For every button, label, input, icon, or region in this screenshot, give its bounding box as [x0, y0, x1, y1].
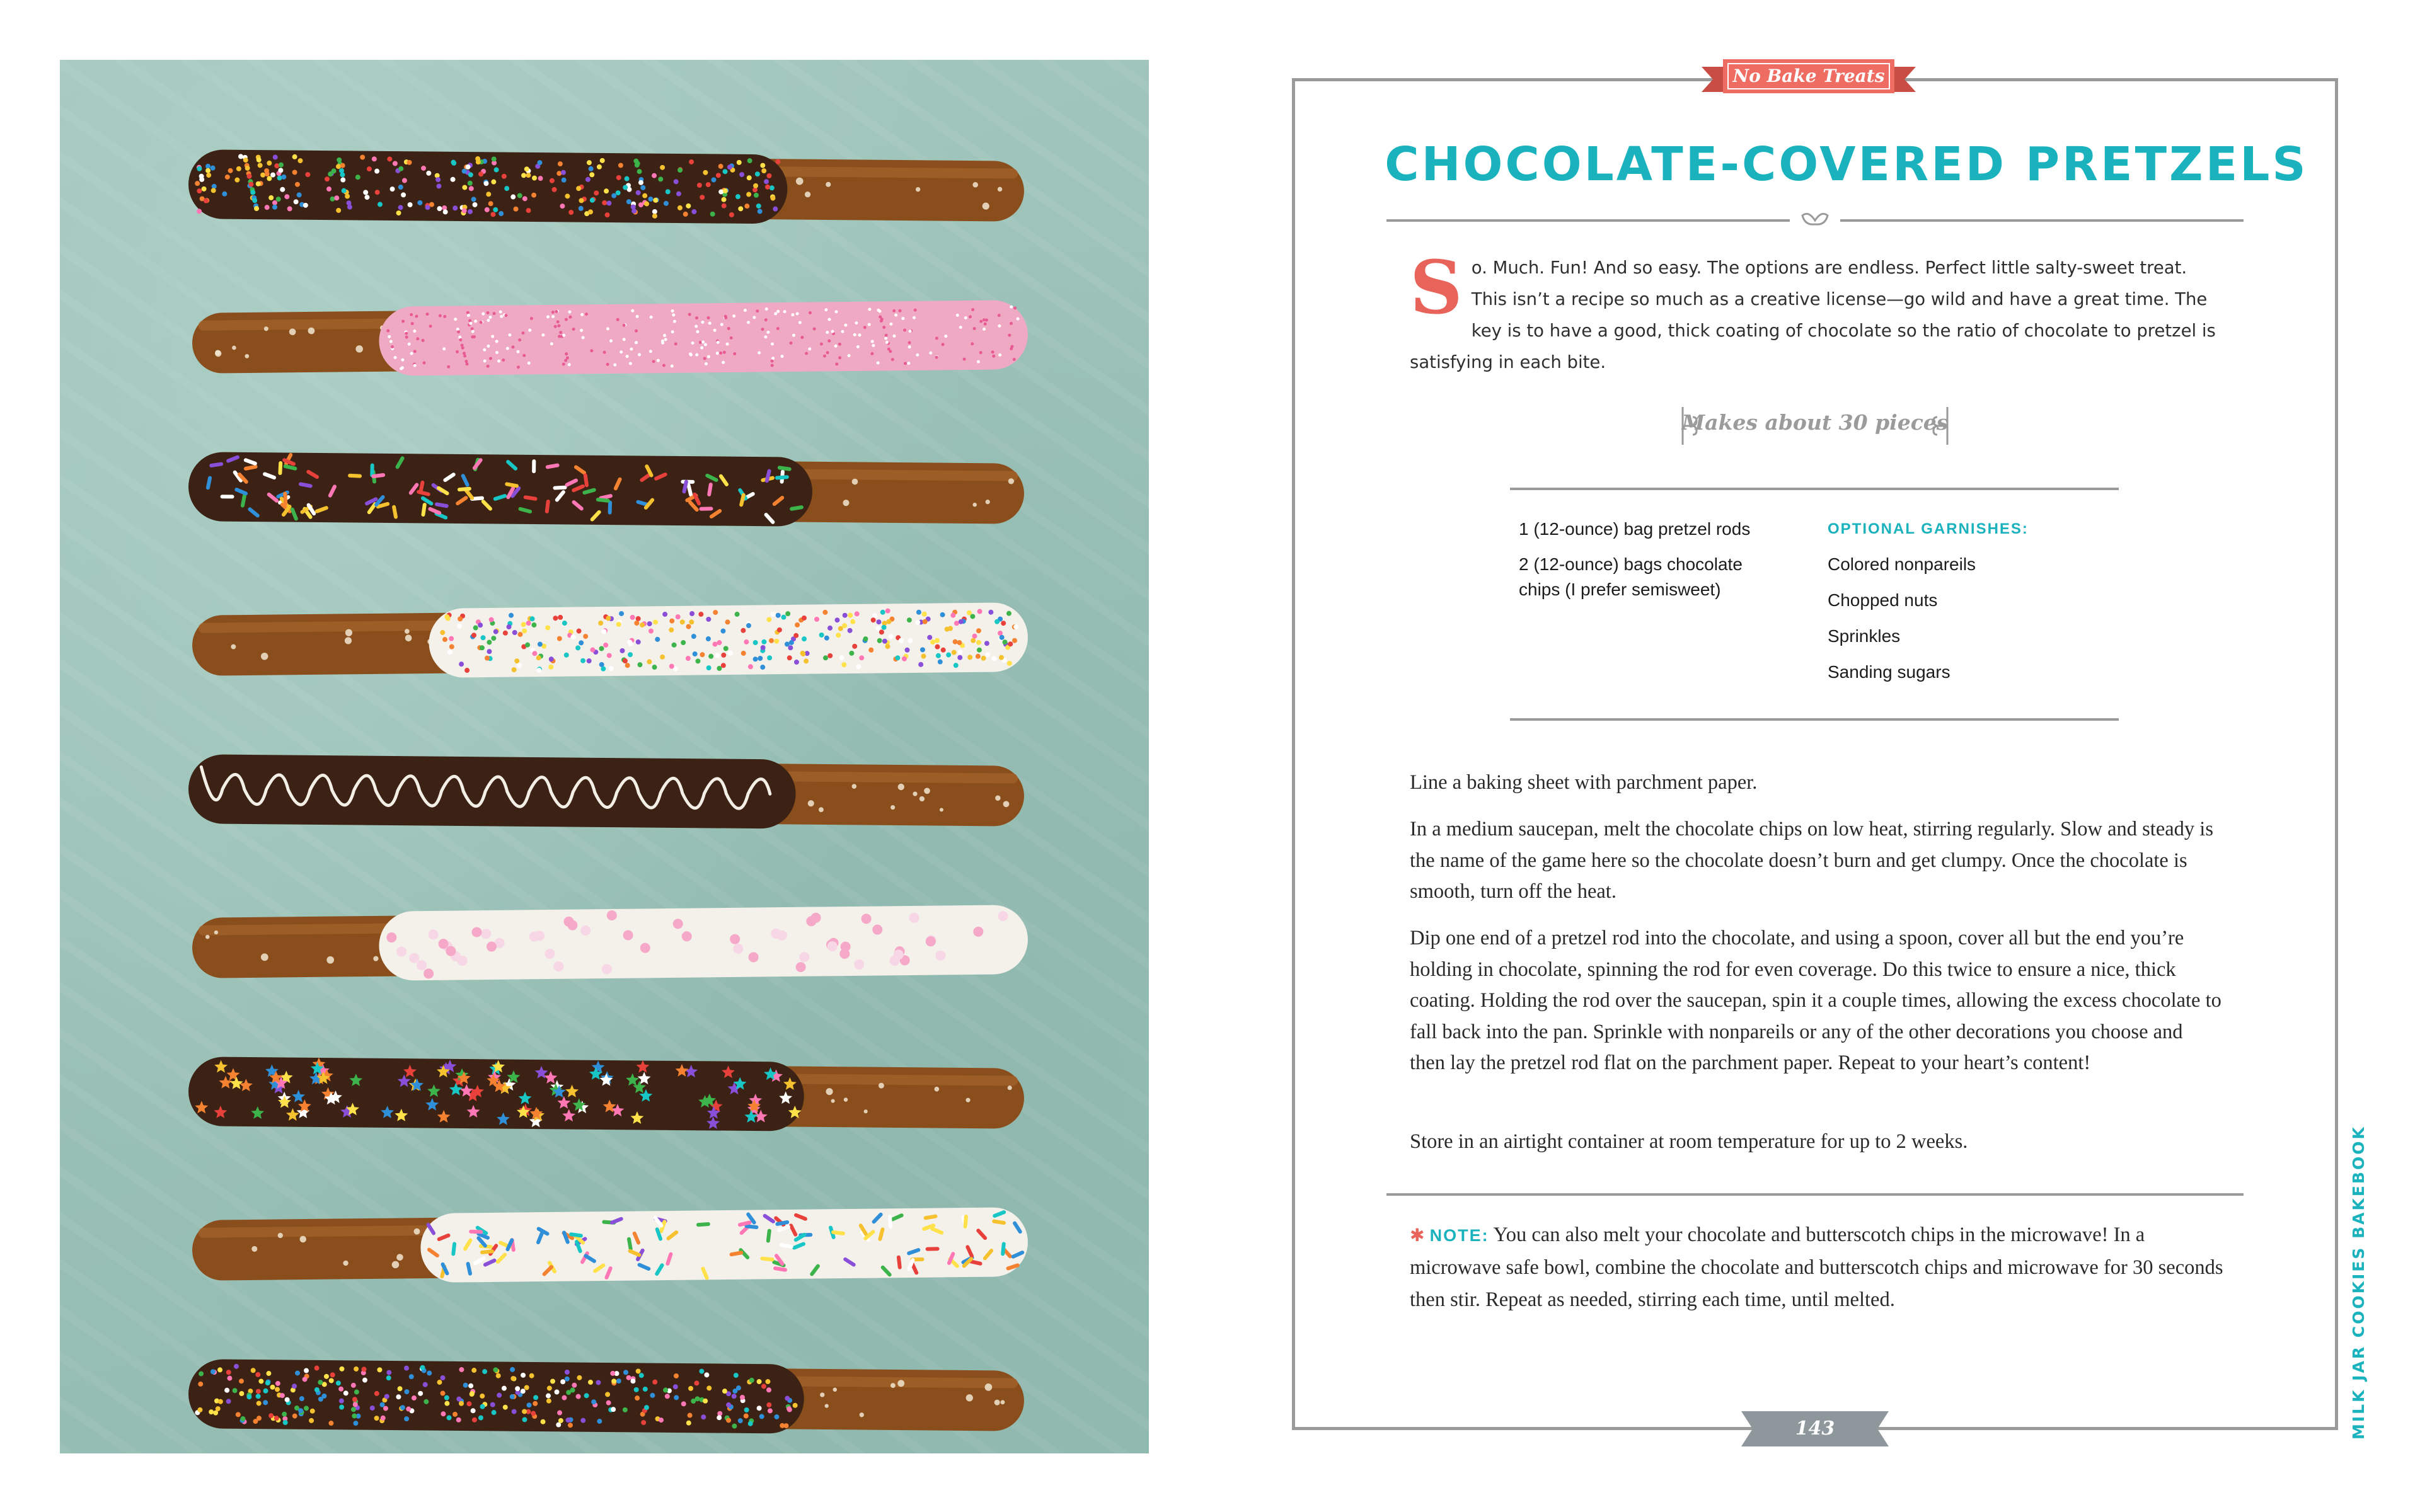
pretzel-rod	[188, 1056, 1025, 1133]
recipe-note	[1410, 1219, 2229, 1316]
garnish-item: Colored nonpareils	[1828, 554, 1976, 574]
pretzel-rod	[192, 300, 1028, 378]
pretzel-rod	[192, 905, 1028, 983]
title-divider	[1386, 208, 2244, 233]
book-title-spine: MILK JAR COOKIES BAKEBOOK	[2349, 1125, 2368, 1440]
pretzel-photo	[60, 60, 1149, 1453]
instruction-step: In a medium saucepan, melt the chocolate chips on low heat, stirring regularly. Slow and steady is the name of the game here so the chocolate doesn’t burn and get clumpy. Once the chocolate is smooth, turn off the heat.	[1410, 818, 2213, 903]
intro-text: o. Much. Fun! And so easy. The options are endless. Perfect little salty-sweet treat. This isn’t a recipe so much as a creative license—go wild and have a great time. The key is to have a good, thick coating of chocolate so the ratio of chocolate to pretzel is satisfying in each bite.	[1410, 258, 2216, 372]
pretzel-illustration	[60, 60, 1149, 1453]
garnish-item: Sprinkles	[1828, 626, 1901, 646]
ingredients-bottom-rule	[1510, 718, 2119, 721]
pretzel-rod	[192, 602, 1028, 680]
note-text: You can also melt your chocolate and butterscotch chips in the microwave! In a microwave safe bowl, combine the chocolate and butterscotch chips and microwave for 30 seconds then stir. Repeat as needed, stirring each time, until melted.	[1410, 1223, 2223, 1311]
note-divider	[1386, 1193, 2244, 1196]
pretzel-rod	[188, 754, 1025, 831]
pretzel-rod	[188, 149, 1025, 226]
recipe-title: CHOCOLATE-COVERED PRETZELS	[1385, 137, 2308, 192]
instruction-step: Dip one end of a pretzel rod into the chocolate, and using a spoon, cover all but the end you’re holding in chocolate, spinning the rod for even coverage. Do this twice to ensure a nice, thick coating. Holding the rod over the saucepan, spin it a couple times, allowing the excess chocolate to fall back into the pan. Sprinkle with nonpareils or any of the other decorations you choose and then lay the pretzel rod flat on the parchment paper. Repeat to your heart’s content!	[1410, 927, 2221, 1074]
instruction-step: Line a baking sheet with parchment paper.	[1410, 771, 1758, 794]
recipe-yield: Makes about 30 pieces	[1681, 410, 1949, 435]
pretzel-rod	[192, 1207, 1028, 1286]
drop-cap: S	[1410, 245, 1463, 331]
section-banner-label: No Bake Treats	[1732, 66, 1885, 86]
instruction-step: Store in an airtight container at room temperature for up to 2 weeks.	[1410, 1130, 1968, 1153]
garnish-item: Chopped nuts	[1828, 590, 1938, 610]
ingredient-item: 2 (12-ounce) bags chocolate chips (I prefer semisweet)	[1519, 554, 1743, 599]
pretzel-rod	[188, 1359, 1025, 1436]
intro-paragraph	[1410, 245, 2223, 378]
ingredient-item: 1 (12-ounce) bag pretzel rods	[1519, 519, 1751, 539]
asterisk-icon: ✱	[1410, 1226, 1425, 1246]
garnish-item: Sanding sugars	[1828, 662, 1950, 682]
ingredients-top-rule	[1510, 488, 2119, 490]
page-number: 143	[1795, 1418, 1835, 1440]
pretzel-rod	[188, 452, 1025, 529]
note-label: NOTE:	[1429, 1226, 1489, 1245]
garnishes-heading: OPTIONAL GARNISHES:	[1828, 520, 2029, 537]
